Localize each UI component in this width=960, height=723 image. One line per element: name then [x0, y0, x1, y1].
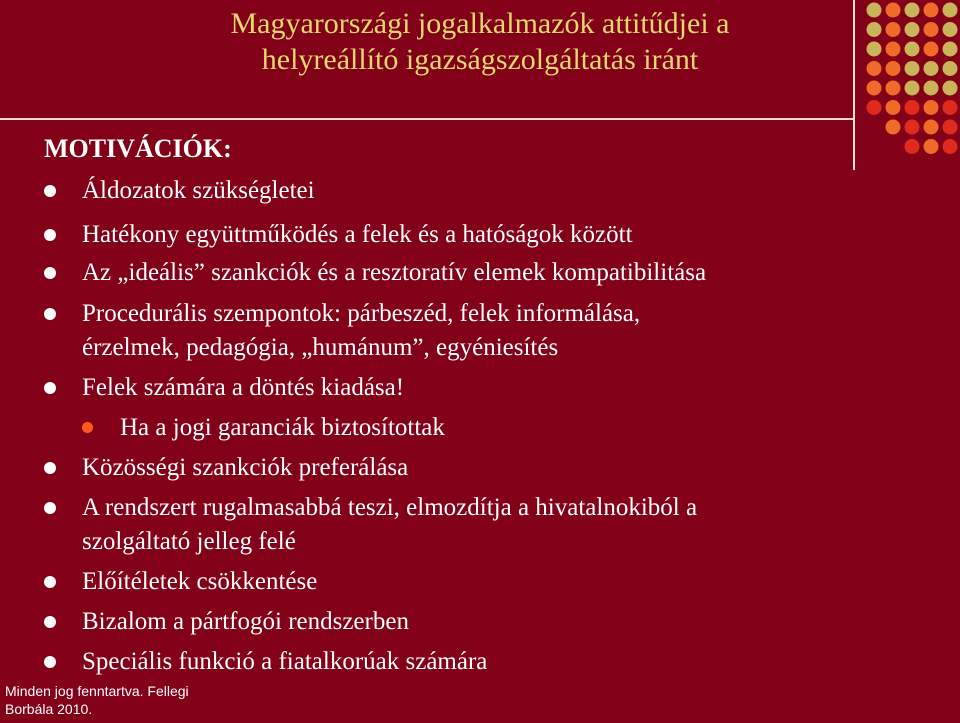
- decorative-dot: [867, 22, 882, 37]
- bullet-item-2: [82, 218, 942, 252]
- decorative-dot: [924, 61, 939, 76]
- bullet-text: Bizalom a pártfogói rendszerben: [82, 608, 409, 635]
- decorative-dot: [905, 61, 920, 76]
- decorative-dot: [905, 81, 920, 96]
- bullet-item-6: [82, 451, 942, 485]
- decorative-dot: [867, 81, 882, 96]
- bullet-text: A rendszert rugalmasabbá teszi, elmozdítja a hivatalnokiból a: [82, 494, 698, 521]
- bullet-dot-icon: [44, 656, 56, 668]
- bullet-dot-icon: [44, 382, 56, 394]
- bullet-dot-icon: [44, 308, 56, 320]
- decorative-dot: [905, 3, 920, 18]
- bullet-text: Ha a jogi garanciák biztosítottak: [120, 414, 445, 441]
- decorative-dot: [886, 61, 901, 76]
- bullet-item-1: [82, 174, 942, 208]
- decorative-dot: [943, 61, 958, 76]
- bullet-item-3: [82, 256, 942, 290]
- decorative-dot: [886, 42, 901, 57]
- decorative-dot: [886, 81, 901, 96]
- decorative-dot: [905, 42, 920, 57]
- section-heading: MOTIVÁCIÓK:: [44, 134, 232, 163]
- decorative-dot: [867, 3, 882, 18]
- slide-title: [130, 6, 830, 78]
- decorative-dot: [924, 100, 939, 115]
- footer-line-1: Minden jog fenntartva. Fellegi: [5, 683, 189, 699]
- bullet-text-continued: érzelmek, pedagógia, „humánum”, egyéniesítés: [82, 334, 559, 361]
- bullet-text: Hatékony együttműködés a felek és a hatóságok között: [82, 221, 633, 248]
- bullet-text: Áldozatok szükségletei: [82, 177, 315, 204]
- decorative-dot: [886, 120, 901, 135]
- bullet-dot-icon: [44, 267, 56, 279]
- decorative-dot: [905, 139, 920, 154]
- bullet-item-9: [82, 605, 942, 639]
- decorative-dot: [943, 22, 958, 37]
- divider-horizontal: [0, 118, 853, 120]
- footer-line-2: Borbála 2010.: [5, 701, 93, 717]
- decorative-dot: [943, 42, 958, 57]
- decorative-dot: [924, 139, 939, 154]
- decorative-dot: [905, 120, 920, 135]
- decorative-dot: [905, 22, 920, 37]
- decorative-dot: [924, 22, 939, 37]
- bullet-dot-icon: [44, 229, 56, 241]
- decorative-dot: [943, 120, 958, 135]
- divider-vertical: [853, 0, 855, 170]
- bullet-dot-icon: [44, 616, 56, 628]
- bullet-dot-icon: [44, 576, 56, 588]
- decorative-dot: [943, 139, 958, 154]
- decorative-dot: [924, 42, 939, 57]
- title-line-2: helyreállító igazságszolgáltatás iránt: [261, 43, 699, 76]
- title-line-1: Magyarországi jogalkalmazók attitűdjei a: [230, 7, 730, 40]
- decorative-dot: [924, 3, 939, 18]
- decorative-dot: [867, 61, 882, 76]
- bullet-dot-icon: [44, 462, 56, 474]
- decorative-dot: [924, 81, 939, 96]
- bullet-text: Az „ideális” szankciók és a resztoratív elemek kompatibilitása: [82, 259, 707, 286]
- bullet-text: Közösségi szankciók preferálása: [82, 454, 409, 481]
- footer-copyright: [5, 682, 245, 718]
- decorative-dot-grid: [866, 0, 960, 170]
- sub-bullet-dot-icon: [82, 422, 93, 433]
- decorative-dot: [943, 81, 958, 96]
- bullet-dot-icon: [44, 502, 56, 514]
- decorative-dot: [886, 22, 901, 37]
- bullet-text: Procedurális szempontok: párbeszéd, felek informálása,: [82, 300, 641, 327]
- bullet-item-7: [82, 491, 942, 559]
- decorative-dot: [867, 100, 882, 115]
- bullet-text: Felek számára a döntés kiadása!: [82, 374, 405, 401]
- decorative-dot: [924, 120, 939, 135]
- bullet-text: Előítéletek csökkentése: [82, 568, 318, 595]
- decorative-dot: [886, 100, 901, 115]
- bullet-item-5: [82, 371, 942, 405]
- sub-bullet-item: [120, 411, 960, 445]
- bullet-text: Speciális funkció a fiatalkorúak számára: [82, 648, 488, 675]
- bullet-text-continued: szolgáltató jelleg felé: [82, 528, 296, 555]
- bullet-dot-icon: [44, 185, 56, 197]
- decorative-dot: [867, 42, 882, 57]
- bullet-item-8: [82, 565, 942, 599]
- bullet-item-10: [82, 645, 942, 679]
- bullet-item-4: [82, 297, 942, 365]
- decorative-dot: [943, 100, 958, 115]
- decorative-dot: [905, 100, 920, 115]
- decorative-dot: [943, 3, 958, 18]
- decorative-dot: [886, 3, 901, 18]
